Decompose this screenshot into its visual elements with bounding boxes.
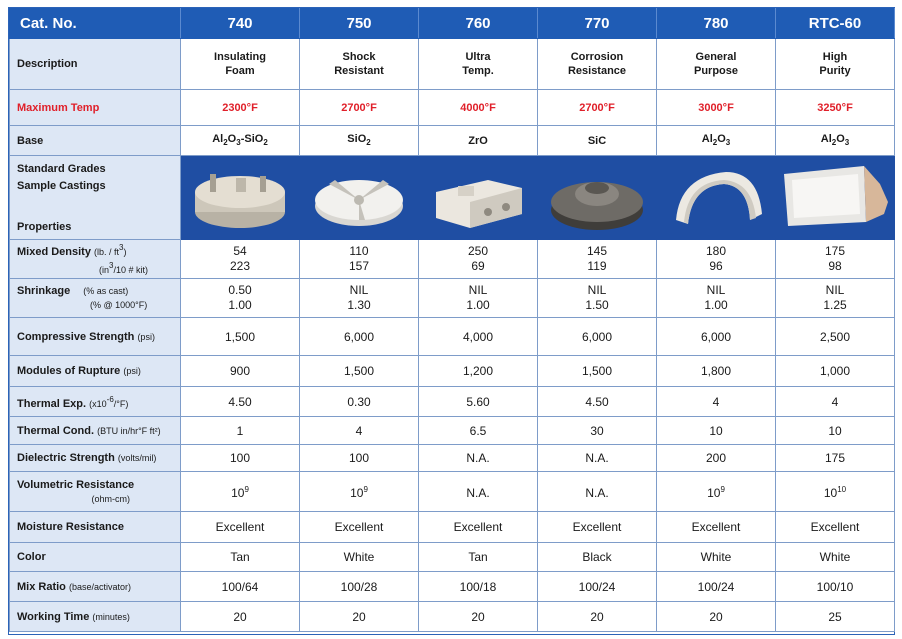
volumetric-value (300, 472, 419, 512)
shrinkage-row (10, 279, 895, 318)
mixed-density-row (10, 240, 895, 279)
density-value: 110 (349, 244, 369, 258)
volumetric-base: 10 (823, 486, 838, 500)
max-temp-value: 2700°F (538, 90, 657, 126)
spec-sheet (8, 7, 895, 635)
color-value: White (657, 543, 776, 572)
dielectric-label (10, 445, 181, 472)
cat-no-rtc60: RTC-60 (776, 9, 895, 39)
volumetric-exp: 10 (837, 485, 847, 494)
sample-image-750 (300, 156, 419, 240)
volumetric-value (181, 472, 300, 512)
mix-ratio-value: 100/24 (538, 572, 657, 602)
color-value: Tan (181, 543, 300, 572)
volumetric-unit: (ohm-cm) (91, 493, 130, 504)
thermal-exp-value: 5.60 (419, 387, 538, 417)
shrinkage-cell (300, 279, 419, 318)
color-value: Tan (419, 543, 538, 572)
shrinkage-value: NIL (468, 283, 488, 297)
shrinkage-value: NIL (706, 283, 726, 297)
thermal-cond-value: 1 (181, 417, 300, 445)
thermal-cond-value: 30 (538, 417, 657, 445)
volumetric-base: 10 (707, 486, 721, 500)
thermal-cond-row (10, 417, 895, 445)
mixed-density-label (10, 240, 181, 279)
sample-castings-row (10, 156, 895, 240)
shrinkage-value: 1.30 (347, 298, 371, 312)
mix-ratio-title: Mix Ratio (17, 580, 66, 593)
shrinkage-cell (538, 279, 657, 318)
thermal-exp-unit (89, 394, 129, 409)
moisture-value: Excellent (657, 512, 776, 543)
rupture-label (10, 356, 181, 387)
description-line2: Resistance (567, 65, 627, 77)
compressive-value: 2,500 (776, 318, 895, 356)
mixed-density-title: Mixed Density (17, 246, 91, 258)
shrinkage-label (10, 279, 181, 318)
mix-ratio-unit: (base/activator) (68, 581, 131, 592)
base-formula-sio2: SiO$_2$ (300, 126, 419, 156)
description-line1: Insulating (214, 51, 266, 63)
volumetric-value (776, 472, 895, 512)
shrinkage-value: 1.00 (466, 298, 490, 312)
max-temp-value: 2300°F (181, 90, 300, 126)
base-formula-al2o3: $Al_2O_3$ (657, 126, 776, 156)
unit-text: (lb. / ft (94, 247, 120, 257)
shrinkage-value: NIL (349, 283, 369, 297)
shrinkage-cell (776, 279, 895, 318)
unit-end: /°F) (113, 398, 129, 409)
cat-no-770: 770 (538, 9, 657, 39)
density-value: 69 (471, 259, 485, 273)
working-time-title: Working Time (17, 610, 90, 623)
thermal-exp-row (10, 387, 895, 417)
dielectric-value: 100 (300, 445, 419, 472)
unit-text: (x10 (89, 398, 107, 409)
description-cell (181, 39, 300, 90)
working-time-value: 20 (419, 602, 538, 632)
volumetric-base: 10 (350, 486, 364, 500)
density-value: 180 (705, 244, 727, 258)
dielectric-row (10, 445, 895, 472)
shrinkage-cell (181, 279, 300, 318)
density-value: 145 (586, 244, 608, 258)
shrinkage-title: Shrinkage (17, 285, 71, 297)
standard-grades-text: Standard Grades (17, 163, 106, 175)
volumetric-value (657, 472, 776, 512)
description-line1: Corrosion (570, 51, 624, 63)
rupture-value: 1,000 (776, 356, 895, 387)
description-line2: Purity (819, 65, 851, 77)
moisture-label: Moisture Resistance (10, 512, 181, 543)
shrinkage-cell (419, 279, 538, 318)
description-line2: Foam (225, 65, 255, 77)
working-time-label (10, 602, 181, 632)
dielectric-value: N.A. (419, 445, 538, 472)
thermal-exp-title: Thermal Exp. (17, 397, 87, 410)
mix-ratio-value: 100/28 (300, 572, 419, 602)
dielectric-value: 175 (776, 445, 895, 472)
shrinkage-value: 1.00 (228, 298, 252, 312)
unit-sup: 3 (109, 261, 114, 270)
color-value: Black (538, 543, 657, 572)
shrinkage-value: 1.25 (823, 298, 847, 312)
compressive-unit: (psi) (137, 331, 155, 342)
description-line1: Ultra (465, 51, 491, 63)
description-line1: General (695, 51, 737, 63)
volumetric-exp: 9 (363, 485, 368, 494)
mixed-density-unit2 (17, 259, 180, 277)
working-time-value: 20 (538, 602, 657, 632)
description-line2: Resistant (334, 65, 384, 77)
shrinkage-value: 0.50 (228, 283, 252, 297)
description-cell (538, 39, 657, 90)
base-formula-sic: SiC (538, 126, 657, 156)
max-temp-value: 2700°F (300, 90, 419, 126)
spec-table (9, 8, 895, 632)
mix-ratio-label (10, 572, 181, 602)
density-value: 119 (587, 259, 607, 273)
mix-ratio-row (10, 572, 895, 602)
density-cell (181, 240, 300, 279)
color-row (10, 543, 895, 572)
density-value: 250 (467, 244, 489, 258)
thermal-cond-unit: (BTU in/hr°F ft²) (97, 425, 161, 436)
max-temp-row (10, 90, 895, 126)
unit-sup: 3 (119, 243, 124, 252)
unit-sup: -6 (106, 394, 114, 404)
sample-castings-text: Sample Castings (17, 180, 106, 192)
mix-ratio-value: 100/24 (657, 572, 776, 602)
density-cell (300, 240, 419, 279)
description-cell (776, 39, 895, 90)
thermal-exp-value: 4 (776, 387, 895, 417)
cat-no-780: 780 (657, 9, 776, 39)
density-cell (538, 240, 657, 279)
compressive-value: 4,000 (419, 318, 538, 356)
sample-image-760 (419, 156, 538, 240)
rupture-value: 900 (181, 356, 300, 387)
thermal-cond-value: 10 (657, 417, 776, 445)
max-temp-label: Maximum Temp (10, 90, 181, 126)
rupture-value: 1,200 (419, 356, 538, 387)
rupture-unit: (psi) (123, 366, 141, 376)
properties-text: Properties (17, 221, 72, 233)
thermal-exp-value: 0.30 (300, 387, 419, 417)
working-time-value: 20 (657, 602, 776, 632)
mixed-density-unit1 (94, 243, 127, 257)
mix-ratio-value: 100/18 (419, 572, 538, 602)
shrinkage-value: 1.00 (704, 298, 728, 312)
compressive-value: 1,500 (181, 318, 300, 356)
dielectric-unit: (volts/mil) (117, 453, 157, 463)
rupture-value: 1,500 (538, 356, 657, 387)
compressive-label (10, 318, 181, 356)
description-cell (657, 39, 776, 90)
density-value: 98 (828, 259, 842, 273)
max-temp-value: 3000°F (657, 90, 776, 126)
mix-ratio-value: 100/64 (181, 572, 300, 602)
description-label: Description (10, 39, 181, 90)
base-label: Base (10, 126, 181, 156)
thermal-cond-value: 4 (300, 417, 419, 445)
moisture-value: Excellent (419, 512, 538, 543)
description-cell (419, 39, 538, 90)
compressive-title: Compressive Strength (17, 330, 135, 343)
density-value: 96 (709, 259, 723, 273)
volumetric-row (10, 472, 895, 512)
compressive-value: 6,000 (538, 318, 657, 356)
unit-end: /10 # kit) (113, 265, 148, 275)
moisture-value: Excellent (776, 512, 895, 543)
volumetric-base: N.A. (585, 486, 609, 500)
rupture-title: Modules of Rupture (17, 365, 121, 377)
working-time-row (10, 602, 895, 632)
rupture-value: 1,500 (300, 356, 419, 387)
max-temp-value: 3250°F (776, 90, 895, 126)
shrinkage-value: NIL (825, 283, 845, 297)
moisture-value: Excellent (538, 512, 657, 543)
dielectric-value: 100 (181, 445, 300, 472)
thermal-cond-value: 6.5 (419, 417, 538, 445)
shrinkage-value: NIL (587, 283, 607, 297)
sample-image-780 (657, 156, 776, 240)
working-time-value: 25 (776, 602, 895, 632)
base-row (10, 126, 895, 156)
cat-no-750: 750 (300, 9, 419, 39)
unit-text: (in (99, 265, 110, 275)
rupture-row (10, 356, 895, 387)
base-formula-zro: ZrO (419, 126, 538, 156)
compressive-value: 6,000 (657, 318, 776, 356)
header-row (10, 9, 895, 39)
dielectric-value: N.A. (538, 445, 657, 472)
cat-no-label: Cat. No. (10, 9, 181, 39)
dielectric-title: Dielectric Strength (17, 452, 115, 464)
density-cell (419, 240, 538, 279)
thermal-exp-value: 4.50 (181, 387, 300, 417)
sample-image-740 (181, 156, 300, 240)
cat-no-760: 760 (419, 9, 538, 39)
density-cell (657, 240, 776, 279)
base-formula-al2o3: $Al_2O_3$ (776, 126, 895, 156)
description-row (10, 39, 895, 90)
color-value: White (776, 543, 895, 572)
moisture-value: Excellent (181, 512, 300, 543)
rupture-value: 1,800 (657, 356, 776, 387)
base-formula-al2o3-sio2: $Al_2O_3-SiO_2$ (181, 126, 300, 156)
density-value: 157 (348, 259, 370, 273)
shrinkage-value: 1.50 (585, 298, 609, 312)
thermal-cond-title: Thermal Cond. (17, 424, 95, 437)
volumetric-value (419, 472, 538, 512)
working-time-unit: (minutes) (92, 611, 130, 622)
description-line2: Temp. (462, 65, 494, 77)
thermal-exp-value: 4.50 (538, 387, 657, 417)
description-line1: High (822, 51, 848, 63)
sample-image-rtc60 (776, 156, 895, 240)
density-value: 54 (233, 244, 247, 258)
thermal-cond-label (10, 417, 181, 445)
description-line1: Shock (342, 51, 376, 63)
moisture-row (10, 512, 895, 543)
color-value: White (300, 543, 419, 572)
volumetric-exp: 9 (244, 485, 249, 494)
volumetric-label (10, 472, 181, 512)
description-cell (300, 39, 419, 90)
thermal-cond-value: 10 (776, 417, 895, 445)
volumetric-base: N.A. (466, 486, 490, 500)
unit-end: ) (123, 247, 127, 257)
cat-no-740: 740 (181, 9, 300, 39)
working-time-value: 20 (181, 602, 300, 632)
volumetric-exp: 9 (720, 485, 725, 494)
volumetric-value (538, 472, 657, 512)
description-line2: Purpose (693, 65, 738, 77)
max-temp-value: 4000°F (419, 90, 538, 126)
working-time-value: 20 (300, 602, 419, 632)
compressive-row (10, 318, 895, 356)
thermal-exp-value: 4 (657, 387, 776, 417)
density-cell (776, 240, 895, 279)
mix-ratio-value: 100/10 (776, 572, 895, 602)
shrinkage-cell (657, 279, 776, 318)
compressive-value: 6,000 (300, 318, 419, 356)
color-label: Color (10, 543, 181, 572)
sample-image-770 (538, 156, 657, 240)
shrinkage-unit1: (% as cast) (83, 286, 129, 296)
density-value: 175 (824, 244, 846, 258)
sample-castings-label (10, 156, 181, 240)
volumetric-title: Volumetric Resistance (17, 478, 135, 491)
density-value: 223 (229, 259, 251, 273)
thermal-exp-label (10, 387, 181, 417)
dielectric-value: 200 (657, 445, 776, 472)
volumetric-base: 10 (231, 486, 245, 500)
shrinkage-unit2: (% @ 1000°F) (90, 300, 148, 310)
moisture-value: Excellent (300, 512, 419, 543)
